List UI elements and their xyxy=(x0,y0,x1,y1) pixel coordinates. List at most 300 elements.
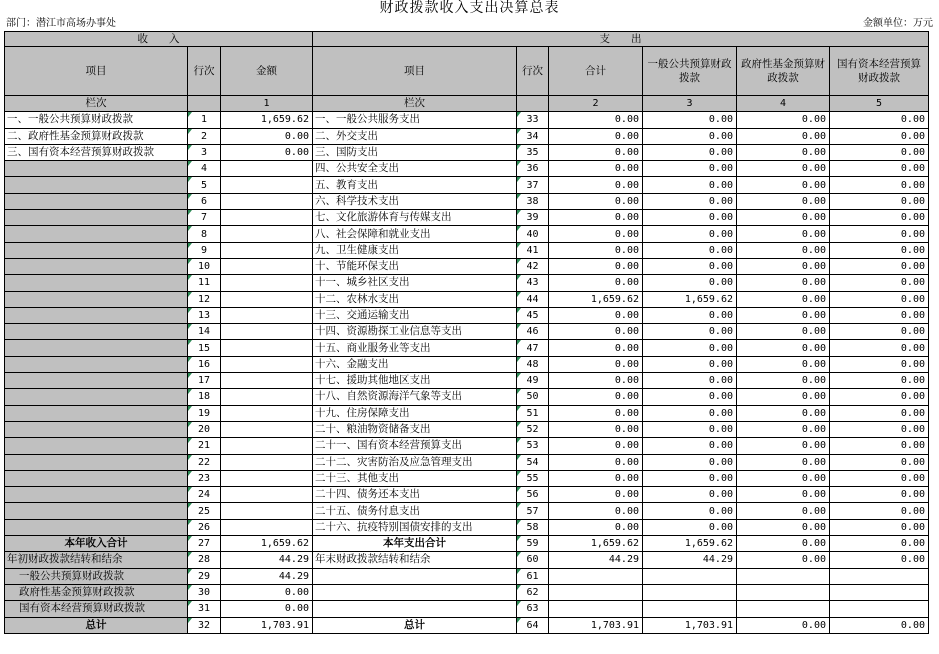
state-capital-cell: 0.00 xyxy=(830,438,929,454)
gov-fund-cell: 0.00 xyxy=(737,373,830,389)
income-row-number: 2 xyxy=(188,128,221,144)
state-capital-cell: 0.00 xyxy=(830,258,929,274)
summary-general-budget xyxy=(643,584,737,600)
income-amount-cell xyxy=(221,454,313,470)
expense-total-cell: 0.00 xyxy=(549,112,643,128)
income-amount-cell xyxy=(221,193,313,209)
unit-label: 金额单位：万元 xyxy=(863,18,933,29)
table-row xyxy=(5,144,929,160)
income-amount-cell xyxy=(221,291,313,307)
expense-total-header: 合计 xyxy=(549,47,643,96)
expense-row-number: 53 xyxy=(517,438,549,454)
general-budget-cell: 0.00 xyxy=(643,210,737,226)
expense-row-number: 48 xyxy=(517,356,549,372)
income-row-number: 6 xyxy=(188,193,221,209)
general-budget-cell: 1,659.62 xyxy=(643,291,737,307)
expense-item-cell: 十八、自然资源海洋气象等支出 xyxy=(313,389,517,405)
expense-total-cell: 0.00 xyxy=(549,373,643,389)
expense-item-cell: 二、外交支出 xyxy=(313,128,517,144)
summary-gov-fund xyxy=(737,601,830,617)
income-item-header: 项目 xyxy=(5,47,188,96)
gov-fund-cell: 0.00 xyxy=(737,438,830,454)
gov-fund-cell: 0.00 xyxy=(737,291,830,307)
income-item-cell xyxy=(5,258,188,274)
table-row xyxy=(5,242,929,258)
expense-total-cell: 1,659.62 xyxy=(549,291,643,307)
expense-header: 支 出 xyxy=(313,32,929,47)
gov-fund-cell: 0.00 xyxy=(737,177,830,193)
income-amount-cell xyxy=(221,210,313,226)
expense-total-cell: 0.00 xyxy=(549,356,643,372)
income-amount-cell xyxy=(221,161,313,177)
expense-row-number: 37 xyxy=(517,177,549,193)
summary-state-capital: 0.00 xyxy=(830,552,929,568)
expense-item-cell: 五、教育支出 xyxy=(313,177,517,193)
summary-general-budget: 1,659.62 xyxy=(643,536,737,552)
expense-item-cell: 十、节能环保支出 xyxy=(313,258,517,274)
summary-total xyxy=(549,601,643,617)
summary-income-amount: 1,659.62 xyxy=(221,536,313,552)
summary-income-amount: 44.29 xyxy=(221,568,313,584)
income-row-number: 24 xyxy=(188,487,221,503)
summary-income-row-number: 31 xyxy=(188,601,221,617)
state-capital-cell: 0.00 xyxy=(830,193,929,209)
gov-fund-cell: 0.00 xyxy=(737,275,830,291)
income-row-number: 26 xyxy=(188,519,221,535)
gov-fund-cell: 0.00 xyxy=(737,470,830,486)
gov-fund-cell: 0.00 xyxy=(737,161,830,177)
expense-total-cell: 0.00 xyxy=(549,161,643,177)
expense-row-number: 56 xyxy=(517,487,549,503)
expense-item-cell: 十七、援助其他地区支出 xyxy=(313,373,517,389)
income-item-cell xyxy=(5,503,188,519)
income-row-number: 22 xyxy=(188,454,221,470)
income-row-number: 25 xyxy=(188,503,221,519)
general-budget-cell: 0.00 xyxy=(643,112,737,128)
income-item-cell xyxy=(5,454,188,470)
general-budget-cell: 0.00 xyxy=(643,226,737,242)
summary-state-capital xyxy=(830,584,929,600)
general-budget-cell: 0.00 xyxy=(643,487,737,503)
income-amount-cell xyxy=(221,405,313,421)
state-capital-cell: 0.00 xyxy=(830,242,929,258)
income-amount-cell xyxy=(221,324,313,340)
income-amount-cell xyxy=(221,421,313,437)
expense-item-cell: 八、社会保障和就业支出 xyxy=(313,226,517,242)
income-row-number: 11 xyxy=(188,275,221,291)
income-item-cell xyxy=(5,193,188,209)
expense-total-cell: 0.00 xyxy=(549,454,643,470)
expense-item-cell: 二十、粮油物资储备支出 xyxy=(313,421,517,437)
table-row xyxy=(5,373,929,389)
table-row xyxy=(5,454,929,470)
income-amount-cell xyxy=(221,438,313,454)
income-amount-cell xyxy=(221,177,313,193)
income-item-cell xyxy=(5,373,188,389)
expense-row-number: 41 xyxy=(517,242,549,258)
income-item-cell xyxy=(5,226,188,242)
expense-total-cell: 0.00 xyxy=(549,177,643,193)
summary-row xyxy=(5,601,929,617)
income-row-number: 5 xyxy=(188,177,221,193)
expense-row-number: 35 xyxy=(517,144,549,160)
summary-general-budget: 1,703.91 xyxy=(643,617,737,633)
income-row-number: 9 xyxy=(188,242,221,258)
summary-row xyxy=(5,568,929,584)
general-budget-cell: 0.00 xyxy=(643,373,737,389)
table-row xyxy=(5,226,929,242)
income-amount-cell xyxy=(221,519,313,535)
table-row xyxy=(5,405,929,421)
summary-gov-fund xyxy=(737,568,830,584)
state-capital-cell: 0.00 xyxy=(830,454,929,470)
expense-item-cell: 四、公共安全支出 xyxy=(313,161,517,177)
gov-fund-cell: 0.00 xyxy=(737,324,830,340)
summary-expense-label xyxy=(313,568,517,584)
gov-fund-cell: 0.00 xyxy=(737,210,830,226)
expense-total-cell: 0.00 xyxy=(549,438,643,454)
expense-item-cell: 一、一般公共服务支出 xyxy=(313,112,517,128)
summary-total: 1,703.91 xyxy=(549,617,643,633)
table-row xyxy=(5,324,929,340)
state-capital-cell: 0.00 xyxy=(830,470,929,486)
expense-row-number: 46 xyxy=(517,324,549,340)
income-item-cell: 一、一般公共预算财政拨款 xyxy=(5,112,188,128)
expense-row-number: 47 xyxy=(517,340,549,356)
summary-gov-fund: 0.00 xyxy=(737,536,830,552)
general-budget-cell: 0.00 xyxy=(643,258,737,274)
gov-fund-cell: 0.00 xyxy=(737,519,830,535)
table-row xyxy=(5,161,929,177)
income-item-cell xyxy=(5,210,188,226)
income-item-cell: 二、政府性基金预算财政拨款 xyxy=(5,128,188,144)
income-amount-cell xyxy=(221,226,313,242)
expense-total-cell: 0.00 xyxy=(549,340,643,356)
income-amount-cell: 0.00 xyxy=(221,144,313,160)
summary-state-capital xyxy=(830,601,929,617)
general-budget-cell: 0.00 xyxy=(643,389,737,405)
table-row xyxy=(5,503,929,519)
expense-row-number: 42 xyxy=(517,258,549,274)
expense-total-cell: 0.00 xyxy=(549,242,643,258)
gov-fund-cell: 0.00 xyxy=(737,128,830,144)
summary-income-label: 总计 xyxy=(5,617,188,633)
general-budget-cell: 0.00 xyxy=(643,324,737,340)
state-capital-cell: 0.00 xyxy=(830,373,929,389)
income-item-cell xyxy=(5,421,188,437)
expense-row-number: 40 xyxy=(517,226,549,242)
general-budget-cell: 0.00 xyxy=(643,275,737,291)
summary-expense-row-number: 63 xyxy=(517,601,549,617)
gov-fund-header: 政府性基金预算财政拨款 xyxy=(737,47,830,96)
table-row xyxy=(5,112,929,128)
state-capital-cell: 0.00 xyxy=(830,210,929,226)
income-amount-cell xyxy=(221,373,313,389)
summary-income-row-number: 32 xyxy=(188,617,221,633)
general-budget-cell: 0.00 xyxy=(643,307,737,323)
income-row-number: 12 xyxy=(188,291,221,307)
income-row-number: 13 xyxy=(188,307,221,323)
income-row-header: 行次 xyxy=(188,47,221,96)
income-row-number: 7 xyxy=(188,210,221,226)
general-budget-cell: 0.00 xyxy=(643,128,737,144)
state-capital-cell: 0.00 xyxy=(830,177,929,193)
income-item-cell xyxy=(5,470,188,486)
income-amount-cell xyxy=(221,340,313,356)
table-row xyxy=(5,307,929,323)
expense-row-number: 34 xyxy=(517,128,549,144)
expense-item-cell: 十三、交通运输支出 xyxy=(313,307,517,323)
general-budget-cell: 0.00 xyxy=(643,340,737,356)
income-item-cell xyxy=(5,242,188,258)
summary-income-label: 本年收入合计 xyxy=(5,536,188,552)
expense-item-header: 项目 xyxy=(313,47,517,96)
income-amount-cell xyxy=(221,389,313,405)
income-row-number: 19 xyxy=(188,405,221,421)
general-budget-cell: 0.00 xyxy=(643,242,737,258)
summary-general-budget xyxy=(643,601,737,617)
expense-item-cell: 二十三、其他支出 xyxy=(313,470,517,486)
expense-row-number: 45 xyxy=(517,307,549,323)
income-item-cell xyxy=(5,291,188,307)
gov-fund-cell: 0.00 xyxy=(737,226,830,242)
summary-general-budget xyxy=(643,568,737,584)
expense-total-cell: 0.00 xyxy=(549,405,643,421)
gov-fund-cell: 0.00 xyxy=(737,421,830,437)
summary-state-capital xyxy=(830,568,929,584)
table-row xyxy=(5,193,929,209)
expense-total-cell: 0.00 xyxy=(549,193,643,209)
summary-income-label: 年初财政拨款结转和结余 xyxy=(5,552,188,568)
gov-fund-cell: 0.00 xyxy=(737,356,830,372)
expense-total-cell: 0.00 xyxy=(549,275,643,291)
column-index-3: 3 xyxy=(643,96,737,112)
expense-row-header: 行次 xyxy=(517,47,549,96)
income-item-cell xyxy=(5,389,188,405)
income-row-number: 3 xyxy=(188,144,221,160)
income-row-number: 10 xyxy=(188,258,221,274)
table-row xyxy=(5,258,929,274)
summary-expense-label: 本年支出合计 xyxy=(313,536,517,552)
expense-total-cell: 0.00 xyxy=(549,210,643,226)
general-budget-cell: 0.00 xyxy=(643,144,737,160)
state-capital-cell: 0.00 xyxy=(830,307,929,323)
summary-row xyxy=(5,552,929,568)
income-header: 收 入 xyxy=(5,32,313,47)
column-index-4: 4 xyxy=(737,96,830,112)
income-item-cell xyxy=(5,405,188,421)
expense-item-cell: 六、科学技术支出 xyxy=(313,193,517,209)
general-budget-cell: 0.00 xyxy=(643,177,737,193)
state-capital-cell: 0.00 xyxy=(830,161,929,177)
summary-total: 44.29 xyxy=(549,552,643,568)
gov-fund-cell: 0.00 xyxy=(737,307,830,323)
gov-fund-cell: 0.00 xyxy=(737,340,830,356)
general-budget-cell: 0.00 xyxy=(643,356,737,372)
income-item-cell xyxy=(5,356,188,372)
column-index-5: 5 xyxy=(830,96,929,112)
general-budget-cell: 0.00 xyxy=(643,405,737,421)
expense-row-number: 50 xyxy=(517,389,549,405)
expense-item-cell: 十六、金融支出 xyxy=(313,356,517,372)
expense-item-cell: 二十一、国有资本经营预算支出 xyxy=(313,438,517,454)
expense-total-cell: 0.00 xyxy=(549,421,643,437)
summary-gov-fund: 0.00 xyxy=(737,552,830,568)
summary-expense-row-number: 64 xyxy=(517,617,549,633)
expense-row-number: 44 xyxy=(517,291,549,307)
report-title: 财政拨款收入支出决算总表 xyxy=(379,0,560,16)
summary-expense-label: 总计 xyxy=(313,617,517,633)
general-budget-cell: 0.00 xyxy=(643,193,737,209)
general-budget-cell: 0.00 xyxy=(643,503,737,519)
income-amount-cell xyxy=(221,275,313,291)
expense-total-cell: 0.00 xyxy=(549,144,643,160)
table-row xyxy=(5,438,929,454)
expense-item-cell: 九、卫生健康支出 xyxy=(313,242,517,258)
income-item-cell xyxy=(5,177,188,193)
income-row-number: 1 xyxy=(188,112,221,128)
expense-item-cell: 十九、住房保障支出 xyxy=(313,405,517,421)
income-item-cell xyxy=(5,324,188,340)
expense-row-number: 38 xyxy=(517,193,549,209)
state-capital-cell: 0.00 xyxy=(830,519,929,535)
gov-fund-cell: 0.00 xyxy=(737,405,830,421)
department-label: 部门：潜江市高场办事处 xyxy=(6,18,116,29)
expense-row-number: 43 xyxy=(517,275,549,291)
expense-row-number: 54 xyxy=(517,454,549,470)
general-budget-cell: 0.00 xyxy=(643,421,737,437)
income-row-number: 23 xyxy=(188,470,221,486)
table-row xyxy=(5,275,929,291)
expense-total-cell: 0.00 xyxy=(549,487,643,503)
expense-item-cell: 十四、资源勘探工业信息等支出 xyxy=(313,324,517,340)
state-capital-cell: 0.00 xyxy=(830,421,929,437)
income-amount-cell xyxy=(221,356,313,372)
column-index-2: 2 xyxy=(549,96,643,112)
expense-row-number: 52 xyxy=(517,421,549,437)
income-amount-cell xyxy=(221,258,313,274)
state-capital-cell: 0.00 xyxy=(830,487,929,503)
summary-income-label: 国有资本经营预算财政拨款 xyxy=(5,601,188,617)
expense-item-cell: 二十二、灾害防治及应急管理支出 xyxy=(313,454,517,470)
expense-total-cell: 0.00 xyxy=(549,324,643,340)
state-capital-cell: 0.00 xyxy=(830,324,929,340)
income-row-number: 15 xyxy=(188,340,221,356)
expense-row-number: 36 xyxy=(517,161,549,177)
summary-expense-row-number: 60 xyxy=(517,552,549,568)
expense-total-cell: 0.00 xyxy=(549,258,643,274)
table-row xyxy=(5,421,929,437)
expense-row-number: 58 xyxy=(517,519,549,535)
general-budget-cell: 0.00 xyxy=(643,519,737,535)
summary-income-amount: 0.00 xyxy=(221,601,313,617)
gov-fund-cell: 0.00 xyxy=(737,258,830,274)
table-row xyxy=(5,210,929,226)
income-item-cell xyxy=(5,307,188,323)
state-capital-cell: 0.00 xyxy=(830,405,929,421)
expense-item-cell: 二十四、债务还本支出 xyxy=(313,487,517,503)
income-item-cell: 三、国有资本经营预算财政拨款 xyxy=(5,144,188,160)
summary-row xyxy=(5,617,929,633)
column-index-label: 栏次 xyxy=(5,96,188,112)
gov-fund-cell: 0.00 xyxy=(737,193,830,209)
summary-income-row-number: 27 xyxy=(188,536,221,552)
expense-item-cell: 十二、农林水支出 xyxy=(313,291,517,307)
income-amount-header: 金额 xyxy=(221,47,313,96)
summary-row xyxy=(5,584,929,600)
table-row xyxy=(5,340,929,356)
state-capital-cell: 0.00 xyxy=(830,389,929,405)
summary-expense-row-number: 61 xyxy=(517,568,549,584)
summary-gov-fund xyxy=(737,584,830,600)
expense-item-cell: 二十六、抗疫特别国债安排的支出 xyxy=(313,519,517,535)
summary-income-row-number: 30 xyxy=(188,584,221,600)
expense-row-number: 55 xyxy=(517,470,549,486)
gov-fund-cell: 0.00 xyxy=(737,503,830,519)
expense-item-cell: 三、国防支出 xyxy=(313,144,517,160)
expense-row-number: 51 xyxy=(517,405,549,421)
state-capital-cell: 0.00 xyxy=(830,275,929,291)
income-amount-cell: 0.00 xyxy=(221,128,313,144)
summary-income-amount: 1,703.91 xyxy=(221,617,313,633)
summary-row xyxy=(5,536,929,552)
report-table xyxy=(4,31,929,634)
state-capital-cell: 0.00 xyxy=(830,112,929,128)
summary-state-capital: 0.00 xyxy=(830,536,929,552)
table-row xyxy=(5,291,929,307)
expense-row-number: 39 xyxy=(517,210,549,226)
summary-total xyxy=(549,568,643,584)
table-row xyxy=(5,470,929,486)
income-amount-cell xyxy=(221,487,313,503)
summary-expense-label xyxy=(313,584,517,600)
expense-row-number: 57 xyxy=(517,503,549,519)
summary-expense-label: 年末财政拨款结转和结余 xyxy=(313,552,517,568)
income-row-number: 14 xyxy=(188,324,221,340)
summary-state-capital: 0.00 xyxy=(830,617,929,633)
summary-income-amount: 44.29 xyxy=(221,552,313,568)
state-capital-cell: 0.00 xyxy=(830,503,929,519)
expense-row-number: 49 xyxy=(517,373,549,389)
state-capital-cell: 0.00 xyxy=(830,144,929,160)
expense-total-cell: 0.00 xyxy=(549,470,643,486)
state-capital-cell: 0.00 xyxy=(830,291,929,307)
gov-fund-cell: 0.00 xyxy=(737,112,830,128)
state-capital-cell: 0.00 xyxy=(830,340,929,356)
summary-expense-label xyxy=(313,601,517,617)
expense-total-cell: 0.00 xyxy=(549,128,643,144)
income-amount-cell xyxy=(221,307,313,323)
table-row xyxy=(5,519,929,535)
gov-fund-cell: 0.00 xyxy=(737,144,830,160)
table-row xyxy=(5,356,929,372)
gov-fund-cell: 0.00 xyxy=(737,454,830,470)
summary-general-budget: 44.29 xyxy=(643,552,737,568)
table-row xyxy=(5,128,929,144)
expense-item-cell: 十五、商业服务业等支出 xyxy=(313,340,517,356)
expense-total-cell: 0.00 xyxy=(549,519,643,535)
general-budget-cell: 0.00 xyxy=(643,161,737,177)
expense-item-cell: 二十五、债务付息支出 xyxy=(313,503,517,519)
summary-total: 1,659.62 xyxy=(549,536,643,552)
expense-total-cell: 0.00 xyxy=(549,307,643,323)
summary-gov-fund: 0.00 xyxy=(737,617,830,633)
table-row xyxy=(5,389,929,405)
summary-income-amount: 0.00 xyxy=(221,584,313,600)
summary-income-row-number: 28 xyxy=(188,552,221,568)
income-item-cell xyxy=(5,275,188,291)
state-capital-cell: 0.00 xyxy=(830,128,929,144)
